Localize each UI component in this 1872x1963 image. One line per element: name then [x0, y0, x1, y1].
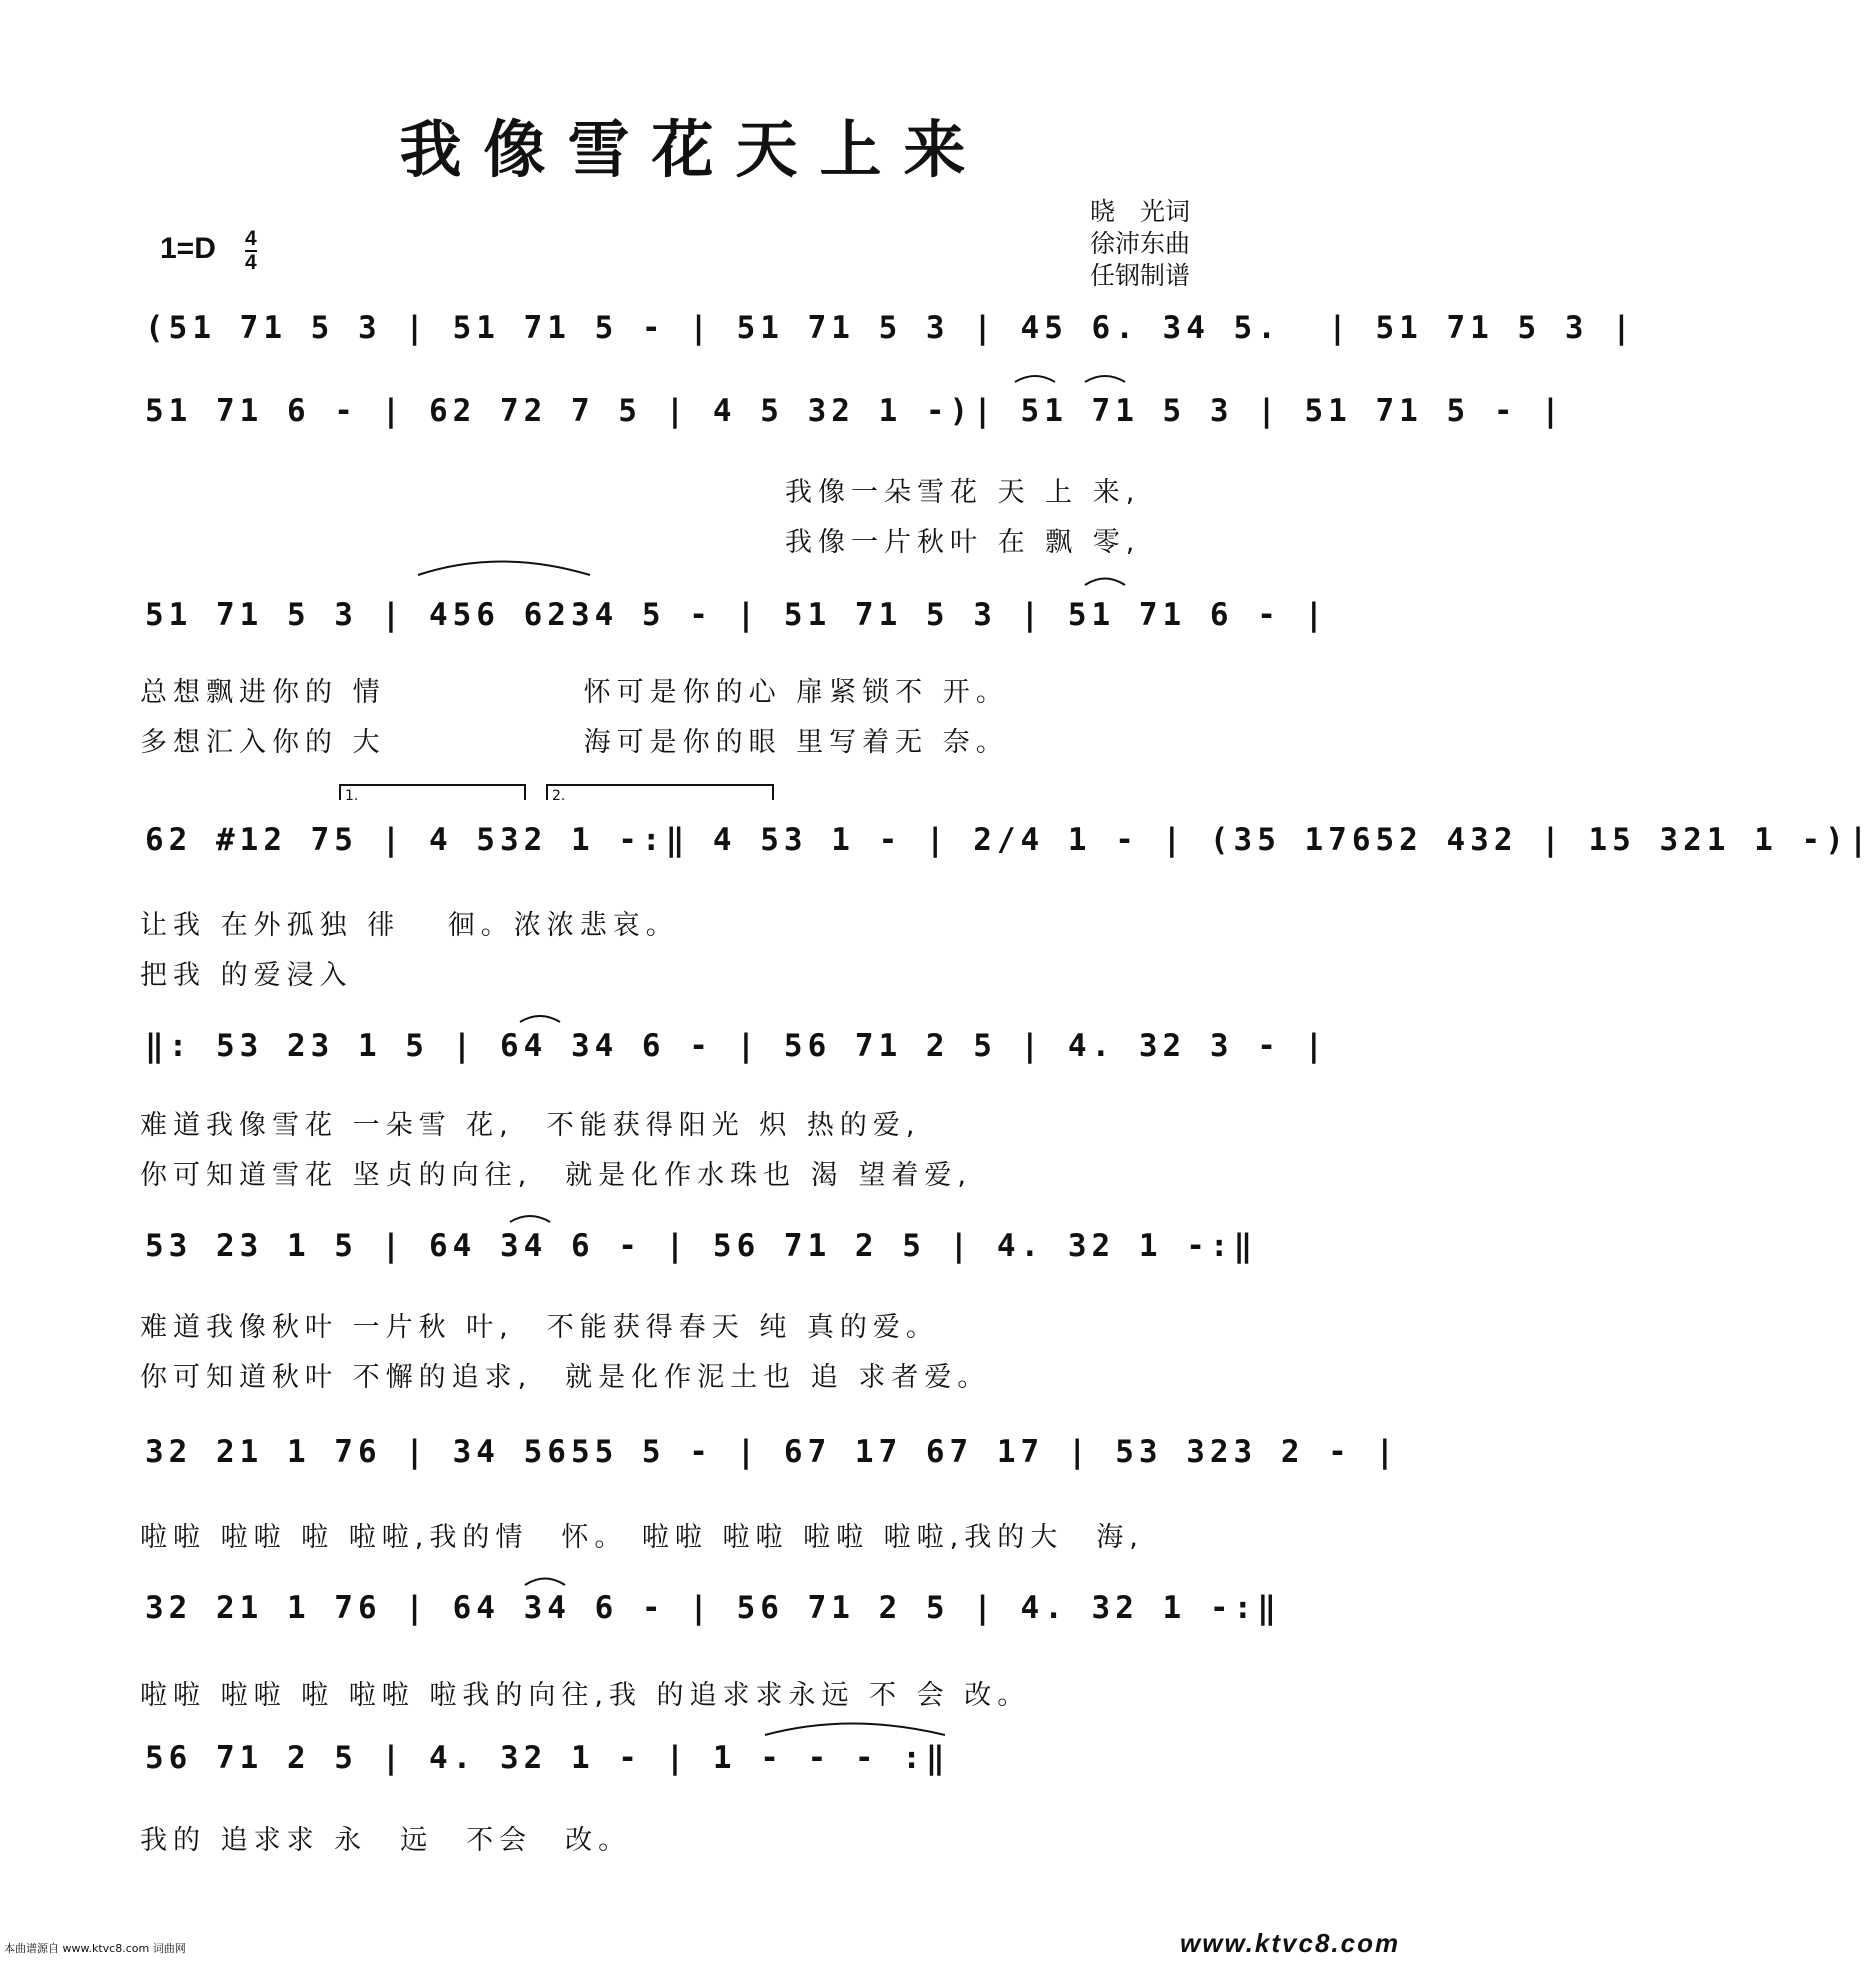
- time-signature-numerator: 4: [245, 227, 257, 250]
- lyric-line: 总想飘进你的 情 怀可是你的心 扉紧锁不 开。: [140, 677, 1009, 708]
- staff-row-1: (51 71 5 3 | 51 71 5 - | 51 71 5 3 | 45 6. 34 5. | 51 71 5 3 |: [145, 310, 1636, 346]
- tie-slur: [510, 1216, 550, 1222]
- staff-row-6: 53 23 1 5 | 64 34 6 - | 56 71 2 5 | 4. 32 1 -:‖: [145, 1228, 1258, 1264]
- first-ending-bracket: [340, 785, 525, 800]
- staff-row-5: ‖: 53 23 1 5 | 64 34 6 - | 56 71 2 5 | 4. 32 3 - |: [145, 1028, 1329, 1064]
- staff-row-4: 62 #12 75 | 4 532 1 -:‖ 4 53 1 - | 2/4 1 - | (35 17652 432 | 15 321 1 -)|: [145, 822, 1872, 858]
- score-title: 我像雪花天上来: [399, 113, 988, 186]
- lyric-line: 啦啦 啦啦 啦 啦啦,我的情 怀。 啦啦 啦啦 啦啦 啦啦,我的大 海,: [140, 1522, 1144, 1553]
- footer-source: 本曲谱源自 www.ktvc8.com 词曲网: [4, 1942, 186, 1955]
- footer-watermark: www.ktvc8.com: [1180, 1928, 1401, 1958]
- lyric-line: 难道我像雪花 一朵雪 花, 不能获得阳光 炽 热的爱,: [140, 1110, 921, 1141]
- second-ending-bracket: [547, 785, 773, 800]
- lyric-line: 多想汇入你的 大 海可是你的眼 里写着无 奈。: [140, 727, 1009, 758]
- lyric-line: 让我 在外孤独 徘 徊。浓浓悲哀。: [140, 910, 679, 941]
- staff-row-7: 32 21 1 76 | 34 5655 5 - | 67 17 67 17 | 53 323 2 - |: [145, 1434, 1400, 1470]
- key-signature: 1=D: [160, 232, 216, 265]
- tie-slur: [1085, 376, 1125, 382]
- lyric-line: 把我 的爱浸入: [140, 960, 353, 991]
- lyric-line: 啦啦 啦啦 啦 啦啦 啦我的向往,我 的追求求永远 不 会 改。: [140, 1680, 1031, 1711]
- lyric-line: 你可知道秋叶 不懈的追求, 就是化作泥土也 追 求者爱。: [140, 1362, 991, 1393]
- staff-row-9: 56 71 2 5 | 4. 32 1 - | 1 - - - :‖: [145, 1740, 950, 1776]
- time-signature-denominator: 4: [245, 251, 257, 274]
- tie-slur: [1085, 579, 1125, 586]
- lyric-line: 难道我像秋叶 一片秋 叶, 不能获得春天 纯 真的爱。: [140, 1312, 939, 1343]
- tie-slur: [520, 1016, 560, 1022]
- lyricist-credit: 晓 光词: [1090, 197, 1191, 226]
- tie-slur: [1015, 376, 1055, 382]
- lyric-line: 我的 追求求 永 远 不会 改。: [140, 1825, 632, 1856]
- tie-slur: [525, 1579, 565, 1586]
- staff-row-8: 32 21 1 76 | 64 34 6 - | 56 71 2 5 | 4. 32 1 -:‖: [145, 1590, 1281, 1626]
- lyric-line: 我像一朵雪花 天 上 来,: [785, 477, 1141, 508]
- staff-row-2: 51 71 6 - | 62 72 7 5 | 4 5 32 1 -)| 51 71 5 3 | 51 71 5 - |: [145, 393, 1565, 429]
- lyric-line: 你可知道雪花 坚贞的向往, 就是化作水珠也 渴 望着爱,: [140, 1160, 972, 1191]
- first-ending-label: 1.: [345, 788, 359, 804]
- second-ending-label: 2.: [552, 788, 566, 804]
- lyric-line: 我像一片秋叶 在 飘 零,: [785, 527, 1141, 558]
- composer-credit: 徐沛东曲: [1090, 229, 1191, 258]
- transcriber-credit: 任钢制谱: [1090, 261, 1191, 290]
- staff-row-3: 51 71 5 3 | 456 6234 5 - | 51 71 5 3 | 51 71 6 - |: [145, 597, 1329, 633]
- tie-slur: [765, 1724, 945, 1736]
- phrase-slur: [418, 562, 590, 576]
